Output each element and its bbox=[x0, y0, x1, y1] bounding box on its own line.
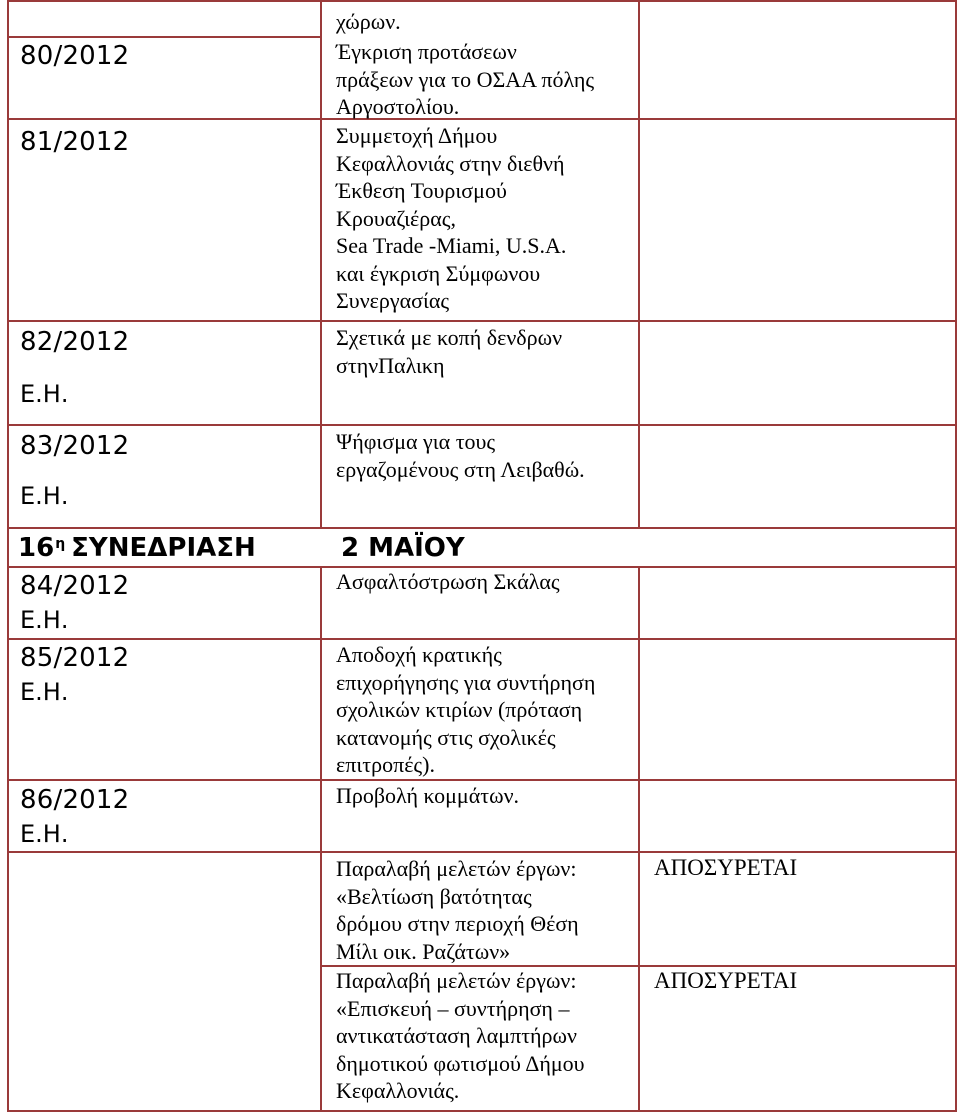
description-line: Κεφαλλονιάς στην διεθνή bbox=[336, 150, 565, 176]
decision-number: 84/2012 bbox=[20, 571, 130, 601]
decision-note: Ε.Η. bbox=[20, 820, 69, 848]
description-line: Έκθεση Τουρισμού bbox=[336, 178, 507, 203]
decision-number: 80/2012 bbox=[20, 41, 130, 71]
description-line: Κεφαλλονιάς. bbox=[336, 1078, 460, 1103]
session-heading bbox=[18, 530, 256, 566]
description-line: δρόμου στην περιοχή Θέση bbox=[336, 911, 579, 936]
description-line: Αποδοχή κρατικής bbox=[336, 642, 502, 667]
description-line: Σχετικά με κοπή δενδρων bbox=[336, 325, 563, 350]
row-divider bbox=[7, 527, 957, 529]
decision-number: 81/2012 bbox=[20, 127, 130, 157]
decision-description bbox=[336, 967, 636, 1105]
decision-number: 85/2012 bbox=[20, 643, 130, 673]
decision-description bbox=[336, 324, 636, 379]
decision-description bbox=[336, 428, 636, 483]
description-line: εργαζομένους στη Λειβαθώ. bbox=[336, 456, 585, 482]
decision-note: Ε.Η. bbox=[20, 482, 69, 510]
decision-description bbox=[336, 8, 636, 36]
decision-description bbox=[336, 38, 636, 121]
column-divider-2-upper bbox=[638, 0, 640, 528]
description-line: επιτροπές). bbox=[336, 752, 435, 777]
row-divider bbox=[7, 424, 957, 426]
table-border-left bbox=[7, 0, 9, 1112]
description-line: Παραλαβή μελετών έργων: bbox=[336, 968, 577, 993]
decision-number: 82/2012 bbox=[20, 327, 130, 357]
description-line: Μίλι οικ. Ραζάτων» bbox=[336, 938, 511, 964]
row-divider bbox=[7, 0, 957, 2]
description-line: χώρων. bbox=[336, 9, 401, 34]
description-line: Συνεργασίας bbox=[336, 288, 450, 313]
description-line: «Επισκευή – συντήρηση – bbox=[336, 995, 570, 1021]
description-line: σχολικών κτιρίων (πρόταση bbox=[336, 697, 583, 722]
decision-note: Ε.Η. bbox=[20, 606, 69, 634]
description-line: Παραλαβή μελετών έργων: bbox=[336, 856, 577, 881]
session-date: 2 ΜΑΪΟΥ bbox=[341, 533, 465, 563]
column-divider-2-lower bbox=[638, 566, 640, 1112]
decision-note: Ε.Η. bbox=[20, 380, 69, 408]
status-withdrawn: ΑΠΟΣΥΡΕΤΑΙ bbox=[654, 855, 798, 880]
decision-description bbox=[336, 782, 636, 810]
row-divider bbox=[7, 851, 957, 853]
session-label: ΣΥΝΕΔΡΙΑΣΗ bbox=[71, 533, 256, 563]
description-line: Sea Trade -Miami, U.S.A. bbox=[336, 233, 567, 258]
table-border-right bbox=[955, 0, 957, 1112]
description-line: δημοτικού φωτισμού Δήμου bbox=[336, 1050, 585, 1076]
decision-description bbox=[336, 855, 636, 965]
description-line: «Βελτίωση βατότητας bbox=[336, 883, 532, 909]
decision-number: 83/2012 bbox=[20, 431, 130, 461]
description-line: Έγκριση προτάσεων bbox=[336, 39, 517, 64]
description-line: κατανομής στις σχολικές bbox=[336, 724, 556, 750]
description-line: και έγκριση Σύμφωνου bbox=[336, 260, 541, 286]
description-line: πράξεων για το ΟΣΑΑ πόλης bbox=[336, 66, 595, 92]
description-line: Προβολή κομμάτων. bbox=[336, 783, 520, 808]
column-divider-1-upper bbox=[320, 0, 322, 528]
row-divider bbox=[7, 638, 957, 640]
status-withdrawn: ΑΠΟΣΥΡΕΤΑΙ bbox=[654, 968, 798, 993]
description-line: Ψήφισμα για τους bbox=[336, 429, 496, 454]
row-divider bbox=[7, 320, 957, 322]
description-line: Συμμετοχή Δήμου bbox=[336, 123, 498, 148]
description-line: Κρουαζιέρας, bbox=[336, 205, 456, 231]
decision-description bbox=[336, 641, 636, 779]
session-suffix: η bbox=[55, 536, 66, 552]
description-line: στηνΠαλικη bbox=[336, 352, 445, 378]
row-divider bbox=[7, 779, 957, 781]
decision-note: Ε.Η. bbox=[20, 678, 69, 706]
decision-number: 86/2012 bbox=[20, 785, 130, 815]
description-line: αντικατάσταση λαμπτήρων bbox=[336, 1023, 577, 1048]
description-line: Αργοστολίου. bbox=[336, 94, 460, 119]
description-line: επιχορήγησης για συντήρηση bbox=[336, 669, 596, 695]
decision-description bbox=[336, 122, 636, 315]
table-border-bottom bbox=[7, 1110, 957, 1112]
description-line: Ασφαλτόστρωση Σκάλας bbox=[336, 569, 560, 594]
decision-description bbox=[336, 568, 636, 596]
column-divider-1-lower bbox=[320, 566, 322, 1112]
session-number: 16 bbox=[18, 533, 55, 563]
